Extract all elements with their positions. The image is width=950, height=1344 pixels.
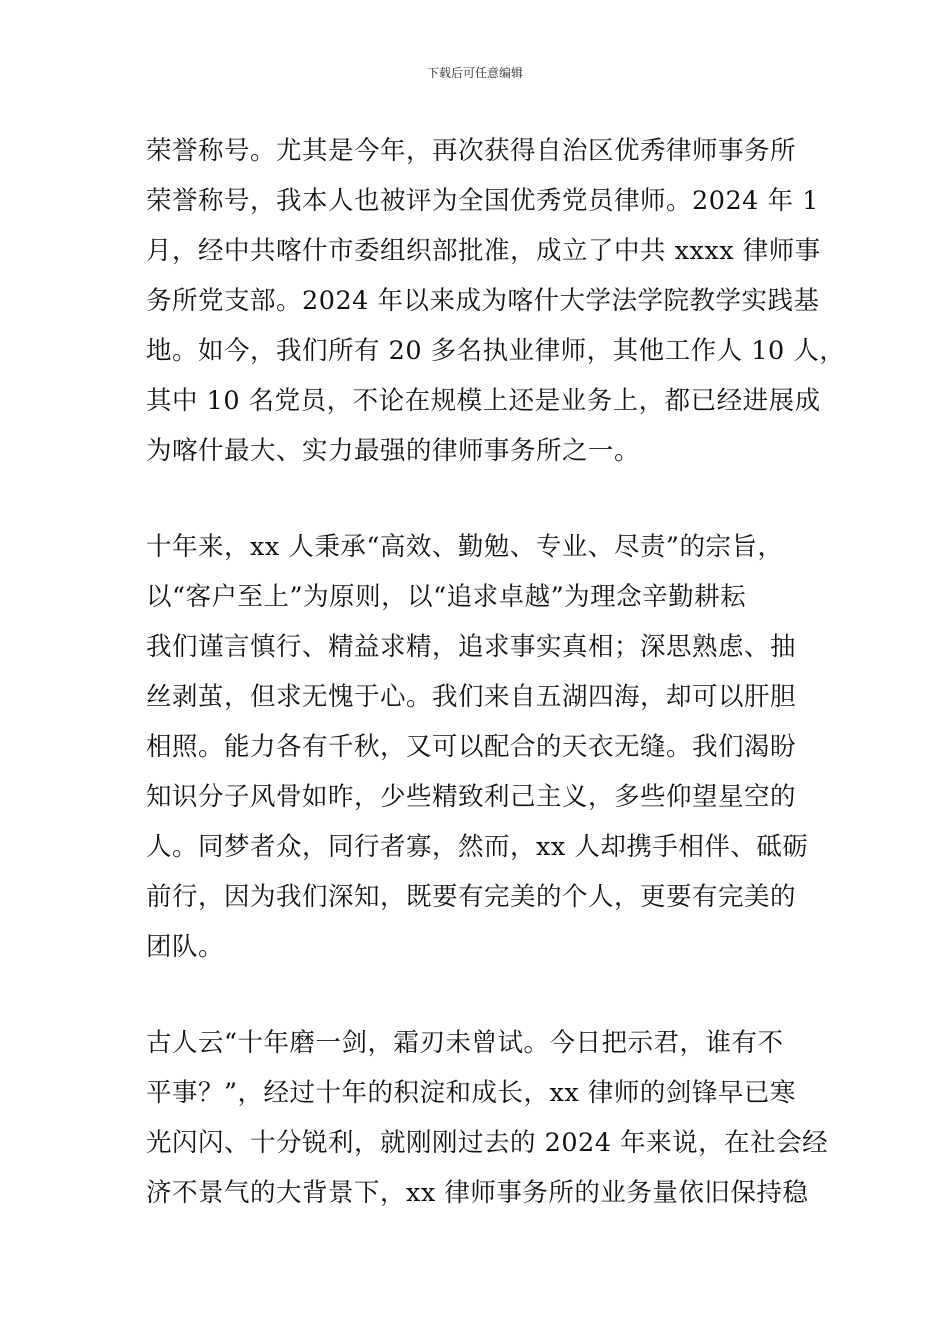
text-line: 我们谨言慎行、精益求精，追求事实真相；深思熟虑、抽 xyxy=(146,632,797,662)
paragraph-3 xyxy=(146,1018,829,1218)
text-line: 以“客户至上”为原则，以“追求卓越”为理念辛勤耕耘 xyxy=(146,582,747,612)
paragraph-1 xyxy=(146,126,846,476)
paragraph-2 xyxy=(146,522,809,972)
text-line: 人。同梦者众，同行者寡，然而，xx 人却携手相伴、砥砺 xyxy=(146,832,809,862)
text-line: 地。如今，我们所有 20 多名执业律师，其他工作人 10 人， xyxy=(146,336,846,366)
text-line: 平事？”，经过十年的积淀和成长，xx 律师的剑锋早已寒 xyxy=(146,1078,796,1108)
text-line: 济不景气的大背景下，xx 律师事务所的业务量依旧保持稳 xyxy=(146,1178,809,1208)
text-line: 团队。 xyxy=(146,932,225,962)
text-line: 相照。能力各有千秋，又可以配合的天衣无缝。我们渴盼 xyxy=(146,732,797,762)
text-line: 光闪闪、十分锐利，就刚刚过去的 2024 年来说，在社会经 xyxy=(146,1128,829,1158)
text-line: 古人云“十年磨一剑，霜刃未曾试。今日把示君，谁有不 xyxy=(146,1028,784,1058)
text-line: 荣誉称号。尤其是今年，再次获得自治区优秀律师事务所 xyxy=(146,136,797,166)
page-header-note: 下载后可任意编辑 xyxy=(426,66,523,80)
paragraph-spacer xyxy=(146,972,806,1018)
text-line: 其中 10 名党员，不论在规模上还是业务上，都已经进展成 xyxy=(146,386,821,416)
text-line: 前行，因为我们深知，既要有完美的个人，更要有完美的 xyxy=(146,882,797,912)
text-line: 十年来，xx 人秉承“高效、勤勉、专业、尽责”的宗旨， xyxy=(146,532,784,562)
text-line: 知识分子风骨如昨，少些精致利己主义，多些仰望星空的 xyxy=(146,782,797,812)
paragraph-spacer xyxy=(146,476,806,522)
document-body xyxy=(146,126,846,1218)
text-line: 荣誉称号，我本人也被评为全国优秀党员律师。2024 年 1 xyxy=(146,186,819,216)
text-line: 为喀什最大、实力最强的律师事务所之一。 xyxy=(146,436,641,466)
text-line: 丝剥茧，但求无愧于心。我们来自五湖四海，却可以肝胆 xyxy=(146,682,797,712)
text-line: 务所党支部。2024 年以来成为喀什大学法学院教学实践基 xyxy=(146,286,820,316)
text-line: 月，经中共喀什市委组织部批准，成立了中共 xxxx 律师事 xyxy=(146,236,821,266)
